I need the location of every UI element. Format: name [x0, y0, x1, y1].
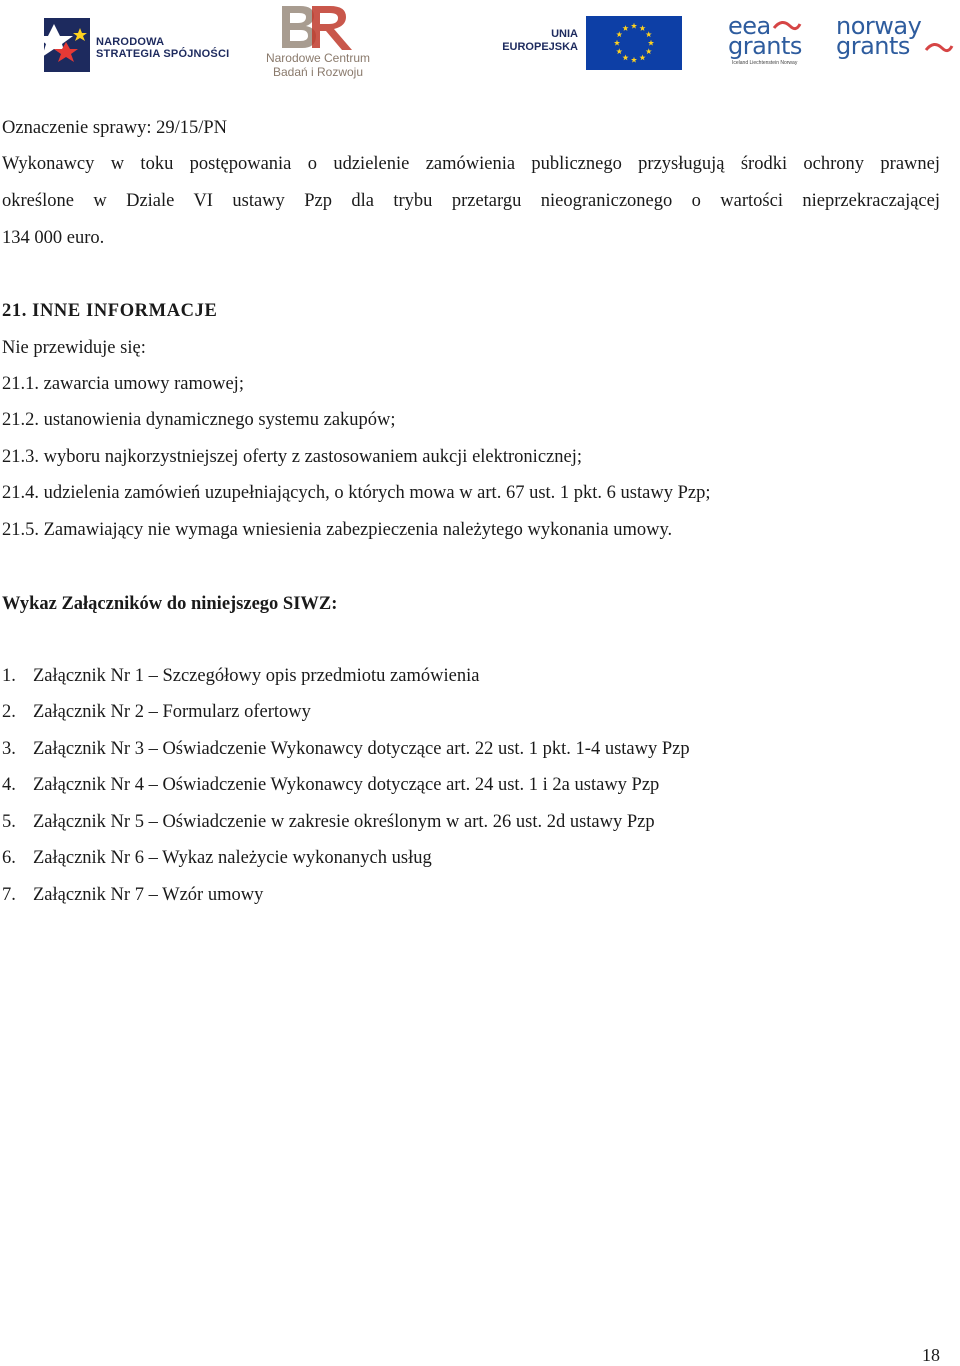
ncbr-logo-text	[258, 51, 378, 79]
ncbr-monogram-icon	[250, 4, 390, 52]
section-21-item: 21.2. ustanowienia dynamicznego systemu zakupów;	[2, 410, 396, 430]
legal-para-line-2: określone w Dziale VI ustawy Pzp dla trybu przetargu nieograniczonego o wartości nieprzekraczającej	[2, 191, 940, 211]
eu-logo-text	[500, 28, 578, 54]
nss-line1: NARODOWA	[96, 36, 165, 48]
norway-line1: norway	[836, 12, 922, 40]
attachment-number: 1.	[2, 666, 16, 686]
attachment-number: 7.	[2, 885, 16, 905]
section-21-item: 21.1. zawarcia umowy ramowej;	[2, 374, 244, 394]
eu-line1: UNIA	[551, 28, 578, 40]
section-21-item: 21.4. udzielenia zamówień uzupełniających, o których mowa w art. 67 ust. 1 pkt. 6 ustawy Pzp;	[2, 483, 711, 503]
nss-logo-text	[96, 36, 236, 60]
eea-line2: grants	[728, 32, 802, 60]
eu-line2: EUROPEJSKA	[502, 41, 578, 53]
case-number: Oznaczenie sprawy: 29/15/PN	[2, 118, 228, 138]
unia-europejska-logo	[500, 14, 685, 70]
eu-flag-icon	[586, 16, 682, 70]
norway-line2: grants	[836, 32, 910, 60]
eea-subtitle: Iceland Liechtenstein Norway	[732, 60, 798, 66]
attachment-text: Załącznik Nr 2 – Formularz ofertowy	[33, 702, 311, 722]
attachment-item	[2, 847, 432, 869]
ncbr-logo	[250, 4, 400, 86]
attachment-number: 5.	[2, 812, 16, 832]
attachment-item	[2, 665, 479, 687]
narodowa-strategia-spojnosci-logo	[40, 16, 230, 76]
attachment-item	[2, 738, 690, 760]
attachment-text: Załącznik Nr 1 – Szczegółowy opis przedmiotu zamówienia	[33, 666, 480, 686]
norway-grants-logo	[836, 12, 956, 72]
legal-para-line-1: Wykonawcy w toku postępowania o udzielenie zamówienia publicznego przysługują środki ochrony prawnej	[2, 154, 940, 174]
attachment-item	[2, 884, 263, 906]
attachment-number: 6.	[2, 848, 16, 868]
ncbr-line1: Narodowe Centrum	[265, 51, 371, 65]
attachment-text: Załącznik Nr 4 – Oświadczenie Wykonawcy dotyczące art. 24 ust. 1 i 2a ustawy Pzp	[33, 775, 660, 795]
section-21-heading: 21. INNE INFORMACJE	[2, 301, 218, 321]
attachment-text: Załącznik Nr 5 – Oświadczenie w zakresie określonym w art. 26 ust. 2d ustawy Pzp	[33, 812, 655, 832]
header-logo-bar	[0, 0, 960, 90]
section-21-item: 21.3. wyboru najkorzystniejszej oferty z zastosowaniem aukcji elektronicznej;	[2, 447, 582, 467]
eea-line1: eea	[728, 12, 771, 40]
attachment-text: Załącznik Nr 6 – Wykaz należycie wykonanych usług	[33, 848, 432, 868]
attachments-heading: Wykaz Załączników do niniejszego SIWZ:	[2, 594, 338, 614]
ncbr-line2: Badań i Rozwoju	[272, 65, 364, 79]
attachment-number: 4.	[2, 775, 16, 795]
eea-grants-logo	[728, 12, 828, 72]
nss-line2: STRATEGIA SPÓJNOŚCI	[96, 48, 230, 60]
attachment-number: 2.	[2, 702, 16, 722]
attachment-item	[2, 811, 655, 833]
nss-emblem-icon	[40, 16, 92, 74]
norway-grants-wordmark	[836, 12, 922, 60]
section-21-intro: Nie przewiduje się:	[2, 338, 146, 358]
legal-para-line-3: 134 000 euro.	[2, 228, 105, 248]
attachment-item	[2, 774, 659, 796]
attachment-item	[2, 701, 311, 723]
attachment-text: Załącznik Nr 7 – Wzór umowy	[33, 885, 264, 905]
section-21-item: 21.5. Zamawiający nie wymaga wniesienia zabezpieczenia należytego wykonania umowy.	[2, 520, 673, 540]
page-number: 18	[922, 1345, 940, 1365]
norway-swirl-icon	[924, 40, 954, 56]
attachment-number: 3.	[2, 739, 16, 759]
attachment-text: Załącznik Nr 3 – Oświadczenie Wykonawcy dotyczące art. 22 ust. 1 pkt. 1-4 ustawy Pzp	[33, 739, 690, 759]
eea-swirl-icon	[772, 18, 802, 34]
